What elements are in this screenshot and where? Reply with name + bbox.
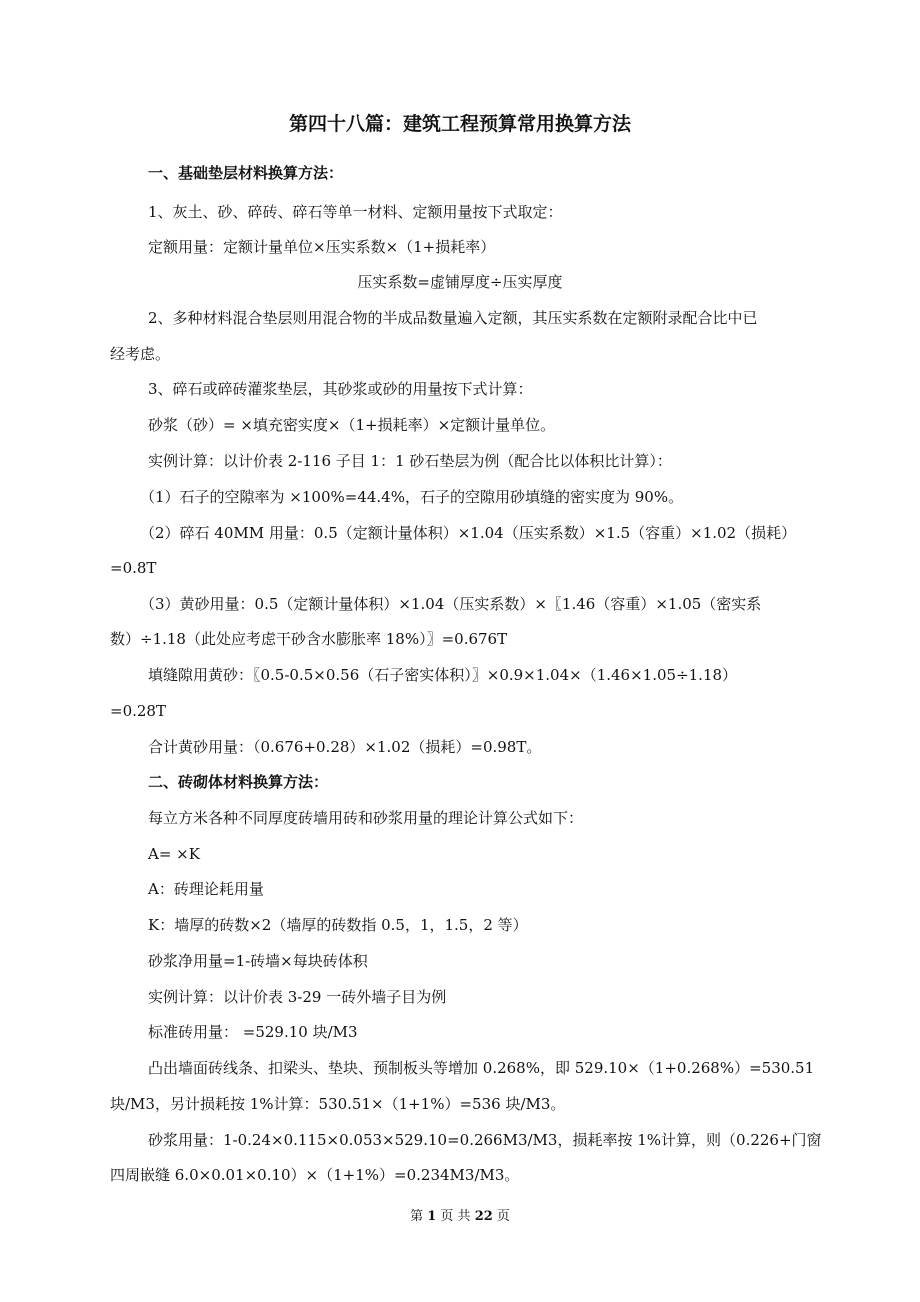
paragraph-line: K：墙厚的砖数×2（墙厚的砖数指 0.5，1，1.5，2 等） (148, 916, 528, 934)
paragraph-line: 砂浆（砂）= ×填充密实度×（1+损耗率）×定额计量单位。 (148, 416, 556, 434)
paragraph-line: 实例计算：以计价表 3-29 一砖外墙子目为例 (148, 988, 447, 1006)
paragraph-line: =0.8T (110, 559, 157, 577)
paragraph-line: 定额用量：定额计量单位×压实系数×（1+损耗率） (148, 238, 496, 256)
paragraph-line: A：砖理论耗用量 (148, 880, 264, 898)
paragraph-line: 标准砖用量： =529.10 块/M3 (148, 1023, 358, 1041)
paragraph-line: =0.28T (110, 702, 166, 720)
paragraph-line: （3）黄砂用量：0.5（定额计量体积）×1.04（压实系数）×〖1.46（容重）×1.05（密实系 (140, 595, 762, 613)
paragraph-line: 数）÷1.18（此处应考虑干砂含水膨胀率 18%）〗=0.676T (110, 630, 508, 648)
formula-line: 压实系数=虚铺厚度÷压实厚度 (357, 273, 563, 291)
paragraph-line: A= ×K (148, 845, 200, 863)
footer-suffix: 页 (496, 1209, 510, 1224)
paragraph-line: 凸出墙面砖线条、扣梁头、垫块、预制板头等增加 0.268%，即 529.10×（1+0.268%）=530.51 (148, 1059, 815, 1077)
paragraph-line: （1）石子的空隙率为 ×100%=44.4%，石子的空隙用砂填缝的密实度为 90%。 (140, 488, 684, 506)
paragraph-line: 块/M3，另计损耗按 1%计算：530.51×（1+1%）=536 块/M3。 (110, 1095, 566, 1113)
section1-heading: 一、基础垫层材料换算方法： (148, 164, 344, 182)
document-title: 第四十八篇：建筑工程预算常用换算方法 (288, 113, 631, 135)
paragraph-line: 合计黄砂用量：（0.676+0.28）×1.02（损耗）=0.98T。 (148, 738, 542, 756)
footer-middle: 页 共 (440, 1209, 471, 1224)
paragraph-line: 四周嵌缝 6.0×0.01×0.10）×（1+1%）=0.234M3/M3。 (110, 1166, 520, 1184)
paragraph-line: 填缝隙用黄砂：〖0.5-0.5×0.56（石子密实体积）〗×0.9×1.04×（1.46×1.05÷1.18） (148, 666, 738, 684)
footer-prefix: 第 (410, 1209, 424, 1224)
paragraph-line: 1、灰土、砂、碎砖、碎石等单一材料、定额用量按下式取定： (148, 203, 563, 221)
total-page-count: 22 (474, 1209, 493, 1224)
paragraph-line: 砂浆净用量=1-砖墙×每块砖体积 (148, 952, 368, 970)
paragraph-line: （2）碎石 40MM 用量：0.5（定额计量体积）×1.04（压实系数）×1.5（容重）×1.02（损耗） (140, 524, 797, 542)
paragraph-line: 经考虑。 (110, 345, 171, 363)
section2-heading: 二、砖砌体材料换算方法： (148, 773, 329, 791)
paragraph-line: 2、多种材料混合垫层则用混合物的半成品数量遍入定额，其压实系数在定额附录配合比中已 (148, 309, 758, 327)
paragraph-line: 实例计算：以计价表 2-116 子目 1：1 砂石垫层为例（配合比以体积比计算）： (148, 452, 672, 470)
paragraph-line: 砂浆用量：1-0.24×0.115×0.053×529.10=0.266M3/M3，损耗率按 1%计算，则（0.226+门窗 (148, 1131, 822, 1149)
paragraph-line: 每立方米各种不同厚度砖墙用砖和砂浆用量的理论计算公式如下： (148, 809, 584, 827)
page-footer (0, 1207, 920, 1227)
paragraph-line: 3、碎石或碎砖灌浆垫层，其砂浆或砂的用量按下式计算： (148, 380, 533, 398)
current-page-number: 1 (427, 1209, 437, 1224)
